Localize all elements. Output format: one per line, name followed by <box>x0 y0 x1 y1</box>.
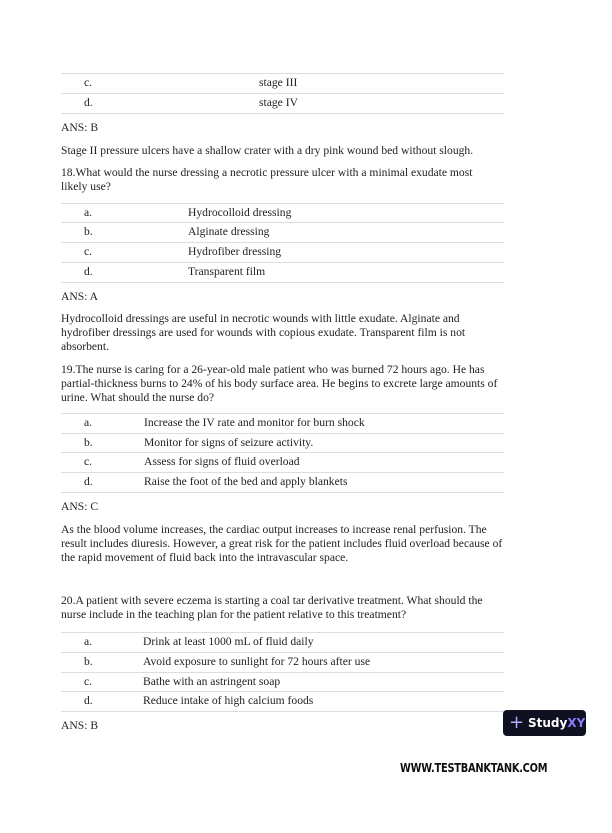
q18-rationale: Hydrocolloid dressings are useful in necrotic wounds with little exudate. Alginate and hydrofiber dressings are used for wounds with copious exudate. Transparent film is not absorbent. <box>61 311 466 353</box>
option-row <box>61 414 504 434</box>
logo-prefix: Study <box>528 716 568 730</box>
option-letter: c. <box>84 455 93 469</box>
q20-answer: ANS: B <box>61 719 99 733</box>
option-letter: a. <box>84 415 93 429</box>
option-row <box>61 263 504 283</box>
q17-options-table <box>61 73 504 114</box>
studyxy-logo[interactable] <box>503 710 586 736</box>
q18-question: 18.What would the nurse dressing a necrotic pressure ulcer with a minimal exudate most likely use? <box>61 165 473 193</box>
option-letter: a. <box>84 634 93 648</box>
q18-options-table <box>61 203 504 283</box>
option-text: Assess for signs of fluid overload <box>144 455 300 469</box>
option-text: stage IV <box>259 95 298 109</box>
option-letter: b. <box>84 654 93 668</box>
option-text: Bathe with an astringent soap <box>143 674 281 688</box>
q18-answer: ANS: A <box>61 289 99 303</box>
option-text: Raise the foot of the bed and apply blankets <box>144 475 348 489</box>
option-text: stage III <box>259 76 298 89</box>
option-row <box>61 653 504 673</box>
option-row <box>61 673 504 693</box>
option-letter: c. <box>84 76 93 89</box>
option-text: Increase the IV rate and monitor for burn shock <box>144 415 365 429</box>
option-row <box>61 243 504 263</box>
option-letter: d. <box>84 475 93 489</box>
option-letter: b. <box>84 225 93 239</box>
plus-icon: + <box>509 712 525 733</box>
option-row <box>61 434 504 454</box>
option-letter: c. <box>84 245 93 259</box>
q20-question: 20.A patient with severe eczema is starting a coal tar derivative treatment. What should the nurse include in the teaching plan for the patient relative to this treatment? <box>61 593 483 621</box>
option-row <box>61 473 504 493</box>
q20-options-table <box>61 632 504 712</box>
option-text: Hydrocolloid dressing <box>188 205 292 219</box>
option-text: Hydrofiber dressing <box>188 245 282 259</box>
option-text: Reduce intake of high calcium foods <box>143 694 314 708</box>
option-row <box>61 94 504 114</box>
option-text: Drink at least 1000 mL of fluid daily <box>143 634 314 648</box>
option-row <box>61 633 504 653</box>
option-row <box>61 692 504 712</box>
option-letter: a. <box>84 205 93 219</box>
option-text: Transparent film <box>188 264 266 278</box>
option-letter: c. <box>84 674 93 688</box>
q19-question: 19.The nurse is caring for a 26-year-old male patient who was burned 72 hours ago. He has partial-thickness burns to 24% of his body surface area. He begins to excrete large amounts of urine. What should the nurse do? <box>61 362 498 404</box>
document-body <box>61 0 506 833</box>
option-row <box>61 74 504 94</box>
option-letter: d. <box>84 264 93 278</box>
option-row <box>61 453 504 473</box>
q19-options-table <box>61 413 504 493</box>
option-letter: b. <box>84 435 93 449</box>
q17-answer: ANS: B <box>61 120 99 134</box>
option-row <box>61 223 504 243</box>
option-text: Avoid exposure to sunlight for 72 hours after use <box>143 654 371 668</box>
q19-rationale: As the blood volume increases, the cardiac output increases to increase renal perfusion. The result includes diuresis. However, a great risk for the patient includes fluid overload because of the rapid movement of fluid back into the intravascular space. <box>61 522 503 564</box>
q17-rationale: Stage II pressure ulcers have a shallow crater with a dry pink wound bed without slough. <box>61 143 474 157</box>
option-letter: d. <box>84 95 93 109</box>
q19-answer: ANS: C <box>61 499 99 513</box>
option-text: Monitor for signs of seizure activity. <box>144 435 314 449</box>
option-letter: d. <box>84 694 93 708</box>
logo-suffix: XY <box>567 716 586 730</box>
option-text: Alginate dressing <box>188 225 270 239</box>
footer-url[interactable]: WWW.TESTBANKTANK.COM <box>400 761 548 775</box>
option-row <box>61 204 504 224</box>
